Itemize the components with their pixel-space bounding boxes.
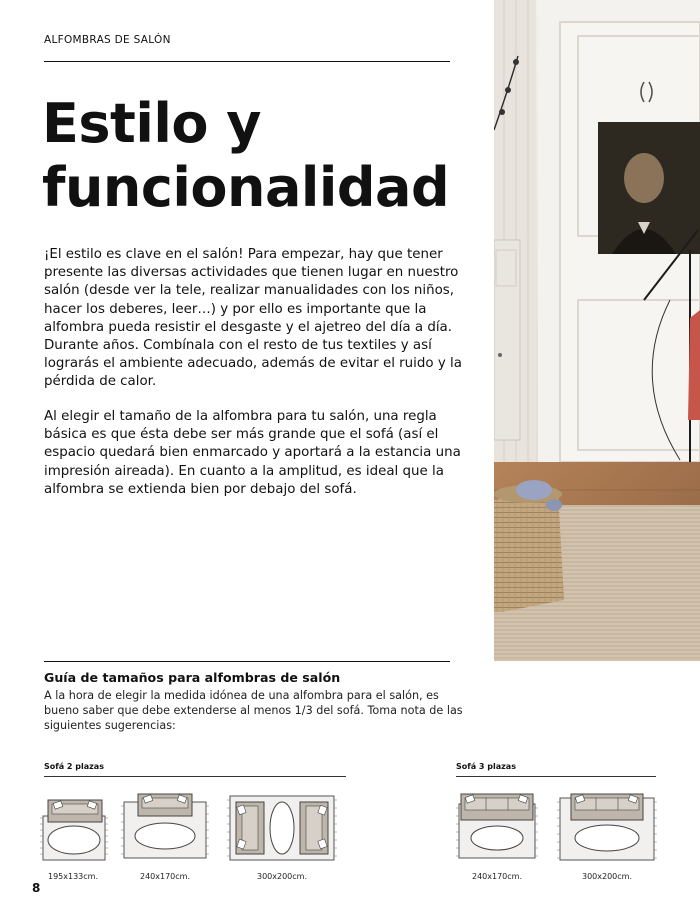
rug-diagram-300x200-2seat [226, 792, 338, 868]
group-label-3-seat: Sofá 3 plazas [456, 762, 516, 771]
body-paragraph-1: ¡El estilo es clave en el salón! Para empezar, hay que tener presente las diversas actividades que tienen lugar en nuestro salón (desde ver la tele, realizar manualidades con los niños, hacer los deberes, leer…) y por ello es importante que la alfombra pueda resistir el desgaste y el ajetreo del día a día. Durante años. Combínala con el resto de tus textiles y así lograrás el ambiente adecuado, además de evitar el ruido y la pérdida de calor. [44, 247, 462, 390]
rug-diagram-240x170-2seat [120, 792, 210, 868]
guide-description: A la hora de elegir la medida idónea de una alfombra para el salón, es bueno saber que debe extenderse al menos 1/3 del sofá. Toma nota de las siguientes sugerencias: [44, 689, 463, 733]
page-title: Estilo y funcionalidad [42, 92, 450, 219]
size-label-300x200-2seat: 300x200cm. [256, 872, 307, 881]
body-paragraph-2: Al elegir el tamaño de la alfombra para tu salón, una regla básica es que ésta debe ser más grande que el sofá (así el espacio quedará bien enmarcado y aportará a la estancia una impresión aireada). En cuanto a la amplitud, es ideal que la alfombra se extienda bien por debajo del sofá. [44, 409, 461, 497]
rug-diagram-240x170-3seat [455, 792, 539, 868]
guide-divider [44, 661, 450, 662]
group-rule-3-seat [456, 776, 656, 777]
living-room-photo [494, 0, 700, 661]
section-label: ALFOMBRAS DE SALÓN [44, 34, 171, 46]
rug-diagram-195x133 [40, 796, 110, 870]
rug-diagram-300x200-3seat [556, 792, 658, 868]
size-label-300x200-3seat: 300x200cm. [581, 872, 632, 881]
size-label-240x170-2seat: 240x170cm. [139, 872, 190, 881]
page-number: 8 [32, 881, 41, 895]
group-rule-2-seat [44, 776, 346, 777]
top-divider [44, 61, 450, 62]
size-label-195x133: 195x133cm. [47, 872, 98, 881]
group-label-2-seat: Sofá 2 plazas [44, 762, 104, 771]
guide-title: Guía de tamaños para alfombras de salón [44, 670, 341, 685]
size-label-240x170-3seat: 240x170cm. [471, 872, 522, 881]
